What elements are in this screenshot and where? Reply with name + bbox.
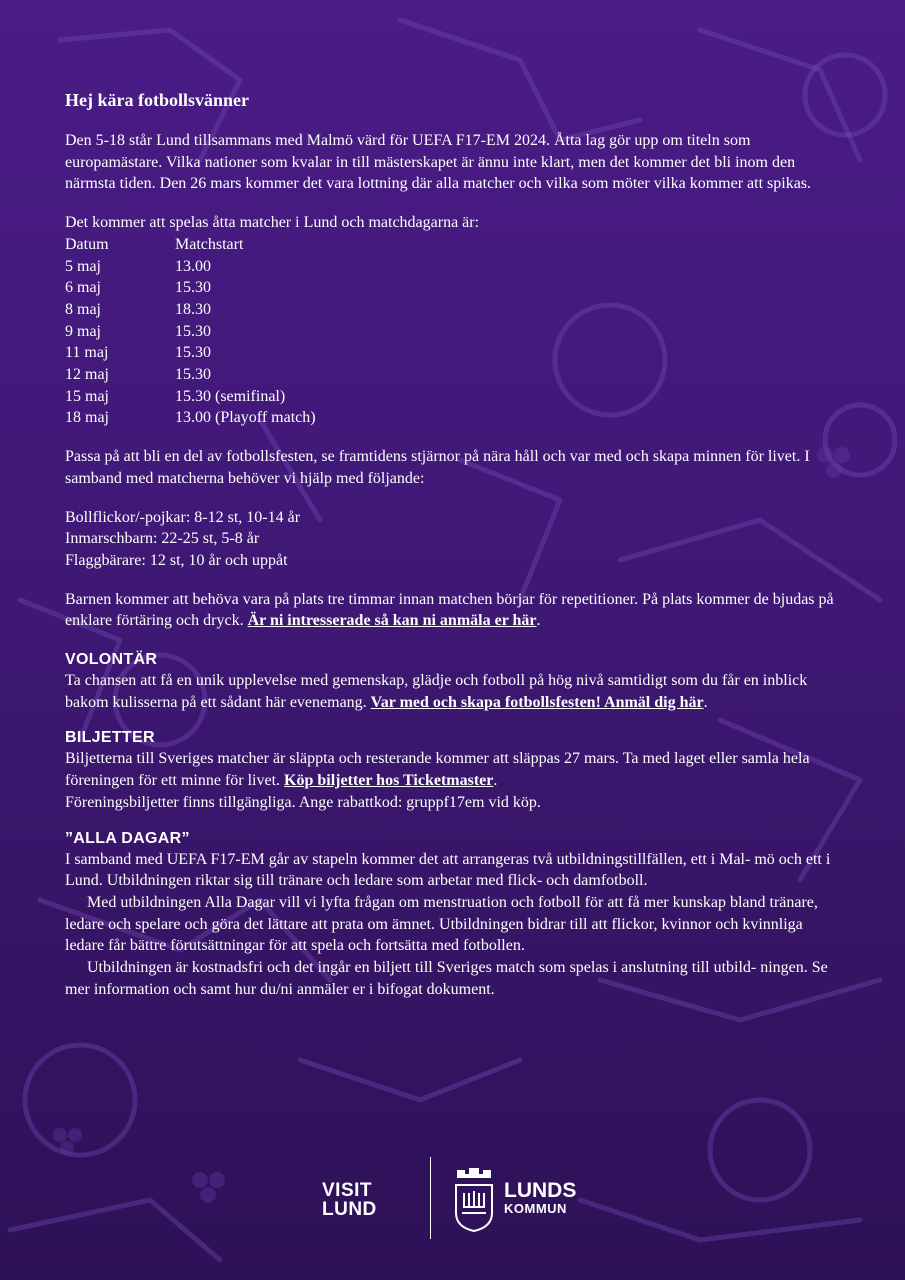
club-tickets-text: Föreningsbiljetter finns tillgängliga. Ange rabattkod: gruppf17em vid köp. [65, 793, 541, 811]
schedule-date: 11 maj [65, 344, 109, 362]
volontar-paragraph [65, 670, 845, 713]
schedule-time: 15.30 [175, 344, 211, 362]
volontar-end: . [703, 693, 708, 711]
schedule-date: 18 maj [65, 409, 109, 427]
festival-paragraph: Passa på att bli en del av fotbollsfesten, se framtidens stjärnor på nära håll och var med och skapa minnen för livet. I samband med matcherna behöver vi hjälp med följande: [65, 448, 810, 487]
schedule-time: 15.30 (semifinal) [175, 387, 286, 405]
schedule-time: 13.00 [175, 257, 211, 275]
alla-dagar-p3: Utbildningen är kostnadsfri och det ingår en biljett till Sveriges match som spelas i anslutning till utbild- ningen. Se mer information och samt hur du/ni anmäler er i bifogat dokument. [65, 959, 828, 998]
helper-item: Flaggbärare: 12 st, 10 år och uppåt [65, 551, 288, 569]
lunds-kommun-logo [504, 1180, 576, 1216]
schedule-date: 15 maj [65, 387, 109, 405]
schedule-row [65, 386, 845, 408]
alla-dagar-p1: I samband med UEFA F17-EM går av stapeln kommer det att arrangeras två utbildningstillfällen, ett i Mal- mö och ett i Lund. Utbildningen riktar sig till tränare och ledare som arbetar med flick- och damfotboll. [65, 850, 831, 890]
ticketmaster-link[interactable]: Köp biljetter hos Ticketmaster [284, 772, 494, 790]
children-end: . [536, 612, 541, 630]
lund-crest-icon [452, 1163, 496, 1233]
visit-lund-line2: LUND [322, 1199, 377, 1220]
greeting-heading: Hej kära fotbollsvänner [65, 90, 249, 110]
logo-divider [430, 1157, 431, 1239]
schedule-date: 5 maj [65, 257, 101, 275]
schedule-header-date: Datum [65, 235, 109, 253]
schedule-date: 6 maj [65, 279, 101, 297]
intro-paragraph: Den 5-18 står Lund tillsammans med Malmö värd för UEFA F17-EM 2024. Åtta lag gör upp om titeln som europamästare. Vilka nationer som kvalar in till mästerskapet är ännu inte klart, men det kommer det bli inom den närmsta tiden. Den 26 mars kommer det vara lottning där alla matcher och vilka som möter vilka kommer att spikas. [65, 132, 812, 193]
children-text: Barnen kommer att behöva vara på plats tre timmar innan matchen börjar för repetitioner. På plats kommer de bjudas på enklare förtäring och dryck. [65, 590, 834, 630]
volontar-text: Ta chansen att få en unik upplevelse med gemenskap, glädje och fotboll på hög nivå samtidigt som du får en inblick bakom kulisserna på ett sådant här evenemang. [65, 672, 808, 711]
helper-item: Inmarschbarn: 22-25 st, 5-8 år [65, 530, 260, 548]
children-paragraph [65, 589, 845, 632]
schedule-time: 18.30 [175, 300, 211, 318]
schedule-time: 15.30 [175, 366, 211, 384]
biljetter-section [65, 727, 845, 813]
alla-dagar-p2: Med utbildningen Alla Dagar vill vi lyfta frågan om menstruation och fotboll för att få mer kunskap bland tränare, ledare och spelare och göra det lättare att prata om ämnet. Utbildningen bidrar till att flickor, kvinnor och kvinnliga ledare får bättre förutsättningar för att spela och fortsätta med fotbollen. [65, 893, 818, 955]
schedule-header-start: Matchstart [175, 235, 244, 253]
kommun-text: KOMMUN [504, 1201, 567, 1216]
helper-item: Bollflickor/-pojkar: 8-12 st, 10-14 år [65, 508, 301, 526]
schedule-time: 15.30 [175, 322, 211, 340]
volontar-heading: VOLONTÄR [65, 651, 158, 669]
biljetter-text: Biljetterna till Sveriges matcher är släppta och resterande kommer att släppas 27 mars. Ta med laget eller samla hela föreningen för ett minne för livet. [65, 750, 810, 790]
schedule-row [65, 342, 845, 364]
schedule-date: 12 maj [65, 366, 109, 384]
schedule-row [65, 299, 845, 321]
biljetter-paragraph [65, 748, 845, 791]
visit-lund-logo [322, 1181, 377, 1219]
alla-dagar-heading: ”ALLA DAGAR” [65, 829, 190, 847]
footer-logos [322, 1155, 592, 1240]
schedule-time: 13.00 (Playoff match) [175, 409, 316, 427]
schedule-row [65, 407, 845, 429]
schedule-intro: Det kommer att spelas åtta matcher i Lund och matchdagarna är: [65, 214, 480, 232]
schedule-block [65, 212, 845, 429]
volontar-section [65, 649, 845, 713]
volunteer-signup-link[interactable]: Var med och skapa fotbollsfesten! Anmäl dig här [370, 693, 704, 711]
schedule-row [65, 321, 845, 343]
schedule-date: 9 maj [65, 322, 101, 340]
schedule-row [65, 277, 845, 299]
alla-dagar-section [65, 828, 845, 1001]
letter-content [65, 88, 845, 1015]
helpers-list [65, 507, 845, 572]
schedule-header-row [65, 234, 845, 256]
children-signup-link[interactable]: Är ni intresserade så kan ni anmäla er här [247, 612, 537, 630]
schedule-row [65, 364, 845, 386]
schedule-time: 15.30 [175, 279, 211, 297]
schedule-row [65, 256, 845, 278]
lunds-text: LUNDS [504, 1179, 577, 1202]
biljetter-heading: BILJETTER [65, 729, 155, 747]
biljetter-end: . [493, 772, 498, 790]
visit-lund-line1: VISIT [322, 1180, 373, 1201]
schedule-date: 8 maj [65, 300, 101, 318]
